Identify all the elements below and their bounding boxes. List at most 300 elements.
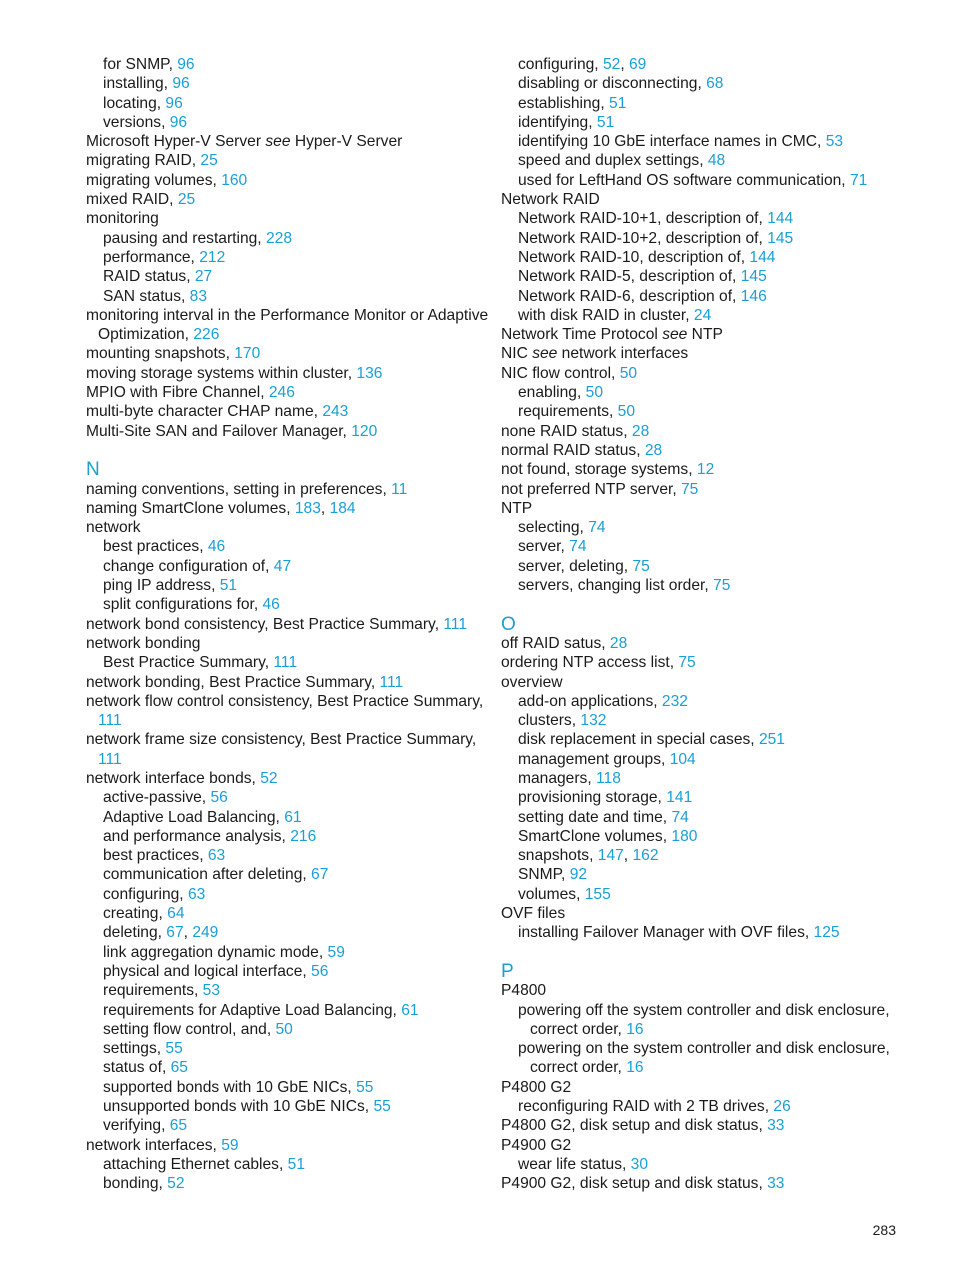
entry-text: network interface bonds, (86, 769, 261, 787)
index-subentry (86, 653, 486, 672)
entry-text: naming conventions, setting in preferences, (86, 480, 392, 498)
section-letter: P (501, 960, 514, 982)
index-entry (501, 634, 901, 653)
entry-text: mounting snapshots, (86, 345, 235, 363)
index-subentry (501, 74, 901, 93)
page-link[interactable]: 25 (200, 152, 218, 170)
page-link[interactable]: 92 (569, 866, 588, 884)
see-reference: see (662, 326, 688, 344)
index-entry (86, 499, 486, 518)
index-entry (501, 1078, 901, 1097)
index-subentry (501, 788, 901, 807)
page-link[interactable]: 145 (740, 268, 767, 286)
index-subentry (501, 537, 901, 556)
index-column-left (86, 55, 489, 1194)
entry-text: Multi-Site SAN and Failover Manager, (86, 422, 352, 440)
entry-text: configuring, (518, 56, 603, 73)
page-link[interactable]: 53 (202, 982, 221, 1000)
index-subentry (501, 518, 901, 537)
entry-text: not found, storage systems, (501, 461, 697, 479)
page-link[interactable]: 243 (322, 403, 349, 421)
index-entry (86, 480, 486, 499)
page-link[interactable]: 155 (584, 885, 611, 903)
page-link[interactable]: 48 (707, 152, 726, 170)
page-link[interactable]: 184 (329, 499, 356, 517)
index-entry (86, 615, 486, 634)
index-subentry (86, 962, 486, 981)
entry-text: verifying, (103, 1117, 170, 1135)
index-subentry (501, 1039, 901, 1058)
page-link[interactable]: 75 (632, 557, 650, 575)
entry-text: not preferred NTP server, (501, 480, 681, 498)
index-entry (501, 499, 901, 518)
page-link[interactable]: 55 (356, 1078, 374, 1096)
index-subentry (86, 537, 486, 556)
page-link[interactable]: 51 (596, 113, 615, 131)
index-subentry (501, 808, 901, 827)
entry-text: network (86, 519, 141, 537)
page-link[interactable]: 75 (680, 480, 699, 498)
page-link[interactable]: 27 (194, 268, 213, 286)
index-subentry (86, 885, 486, 904)
page-link[interactable]: 183 (294, 499, 321, 517)
entry-text: P4800 G2 (501, 1078, 572, 1096)
page-link[interactable]: 228 (265, 229, 293, 247)
entry-text: server, (518, 538, 570, 556)
page-link[interactable]: 141 (666, 789, 693, 807)
entry-text: correct order, (530, 1020, 627, 1038)
index-subentry (501, 287, 901, 306)
index-subentry (501, 209, 901, 228)
index-entry-continuation (86, 325, 486, 344)
entry-text: unsupported bonds with 10 GbE NICs, (103, 1098, 374, 1116)
entry-text: server, deleting, (518, 557, 633, 575)
page-separator: , (623, 847, 633, 865)
index-entry (501, 422, 901, 441)
page-link[interactable]: 96 (169, 113, 188, 131)
page-link[interactable]: 96 (165, 94, 183, 112)
entry-text: Optimization, (98, 326, 194, 344)
page-link[interactable]: 59 (327, 943, 345, 961)
entry-text: installing, (103, 75, 173, 93)
index-subentry (501, 1097, 901, 1116)
page-link[interactable]: 144 (767, 210, 794, 228)
entry-text: versions, (103, 113, 170, 131)
page-link[interactable]: 28 (609, 634, 628, 652)
index-subentry (86, 113, 486, 132)
index-entry (501, 1116, 901, 1135)
index-subentry (86, 74, 486, 93)
index-subentry (501, 557, 901, 576)
page-link[interactable]: 75 (678, 654, 696, 672)
page-link[interactable]: 24 (693, 306, 712, 324)
entry-text: powering off the system controller and disk enclosure, (518, 1001, 890, 1019)
index-entry (86, 769, 486, 788)
page-link[interactable]: 74 (588, 519, 606, 537)
page-link[interactable]: 246 (268, 384, 295, 402)
index-subentry (501, 1155, 901, 1174)
see-target: Hyper-V Server (290, 133, 403, 151)
page-link[interactable]: 96 (172, 75, 190, 93)
entry-text: Network RAID-10+2, description of, (518, 229, 768, 247)
index-entry (86, 171, 486, 190)
page-link[interactable]: 65 (170, 1059, 188, 1077)
page-link[interactable]: 56 (311, 962, 329, 980)
page-link[interactable]: 111 (98, 712, 122, 730)
page-link[interactable]: 75 (713, 577, 731, 595)
index-subentry (501, 94, 901, 113)
index-entry (86, 518, 486, 537)
page-link[interactable]: 111 (443, 615, 468, 633)
index-subentry (501, 55, 901, 74)
page-link[interactable]: 51 (219, 577, 238, 595)
index-entry (86, 132, 486, 151)
index-entry (86, 383, 486, 402)
page-link[interactable]: 63 (207, 847, 226, 865)
page-link[interactable]: 147 (597, 847, 624, 865)
index-subentry (86, 557, 486, 576)
page-link[interactable]: 59 (221, 1136, 239, 1154)
index-entry (501, 981, 901, 1000)
index-entry (501, 653, 901, 672)
page-link[interactable]: 111 (273, 654, 298, 672)
page-number: 283 (872, 1222, 896, 1238)
index-entry (501, 325, 901, 344)
index-subentry (86, 1155, 486, 1174)
page-link[interactable]: 28 (644, 441, 663, 459)
index-subentry (86, 827, 486, 846)
entry-text: multi-byte character CHAP name, (86, 403, 323, 421)
index-entry (86, 306, 489, 325)
page-link[interactable]: 33 (767, 1175, 785, 1193)
page-link[interactable]: 69 (628, 56, 647, 73)
page-link[interactable]: 16 (626, 1020, 644, 1038)
index-entry (86, 151, 486, 170)
entry-text: mixed RAID, (86, 191, 178, 209)
entry-text: identifying 10 GbE interface names in CMC, (518, 133, 826, 151)
page-link[interactable]: 216 (290, 827, 317, 845)
page-link[interactable]: 146 (740, 287, 767, 305)
page-link[interactable]: 47 (273, 557, 292, 575)
entry-text: best practices, (103, 538, 208, 556)
index-subentry (86, 267, 486, 286)
index-entry (501, 460, 901, 479)
index-column-right (501, 55, 901, 1194)
section-letter: O (501, 613, 516, 635)
entry-text: network bonding, Best Practice Summary, (86, 673, 380, 691)
entry-text: network flow control consistency, Best Practice Summary, (86, 692, 484, 710)
page-link[interactable]: 212 (199, 248, 226, 266)
index-subentry (86, 1058, 486, 1077)
index-subentry (501, 750, 901, 769)
page-link[interactable]: 53 (825, 133, 844, 151)
page-link[interactable]: 74 (671, 808, 689, 826)
page-link[interactable]: 33 (767, 1117, 785, 1135)
index-subentry (501, 865, 901, 884)
entry-text: active-passive, (103, 789, 211, 807)
entry-text: volumes, (518, 885, 585, 903)
index-subentry (86, 1097, 486, 1116)
index-entry (86, 364, 486, 383)
entry-text: MPIO with Fibre Channel, (86, 384, 269, 402)
entry-text: identifying, (518, 113, 597, 131)
entry-text: SmartClone volumes, (518, 827, 672, 845)
page-link[interactable]: 232 (661, 692, 688, 710)
entry-text: Adaptive Load Balancing, (103, 808, 285, 826)
page-link[interactable]: 50 (619, 364, 638, 382)
entry-text: reconfiguring RAID with 2 TB drives, (518, 1098, 774, 1116)
index-entry (86, 692, 486, 711)
entry-text: NIC flow control, (501, 364, 620, 382)
entry-text: Network Time Protocol (501, 326, 663, 344)
index-subentry (86, 1116, 486, 1135)
page-link[interactable]: 51 (287, 1155, 306, 1173)
entry-text: migrating volumes, (86, 171, 222, 189)
index-subentry (501, 402, 901, 421)
page-link[interactable]: 55 (165, 1040, 183, 1058)
page-link[interactable]: 50 (275, 1020, 293, 1038)
entry-text: supported bonds with 10 GbE NICs, (103, 1078, 357, 1096)
index-entry (501, 364, 901, 383)
index-subentry (501, 711, 901, 730)
page-link[interactable]: 46 (207, 538, 226, 556)
page-link[interactable]: 52 (602, 56, 621, 73)
entry-text: servers, changing list order, (518, 577, 714, 595)
entry-text: link aggregation dynamic mode, (103, 943, 328, 961)
index-subentry (86, 1078, 486, 1097)
entry-text: change configuration of, (103, 557, 274, 575)
entry-text: disabling or disconnecting, (518, 75, 707, 93)
index-entry (86, 1136, 486, 1155)
index-subentry (86, 1039, 486, 1058)
index-entry (501, 190, 901, 209)
page-link[interactable]: 132 (580, 712, 607, 730)
page-link[interactable]: 160 (221, 171, 248, 189)
index-subentry (86, 229, 486, 248)
entry-text: monitoring interval in the Performance Monitor or Adaptive (86, 306, 489, 324)
entry-text: network interfaces, (86, 1136, 222, 1154)
see-reference: see (265, 133, 291, 151)
index-subentry (86, 846, 486, 865)
entry-text: NIC (501, 345, 533, 363)
entry-text: clusters, (518, 712, 581, 730)
entry-text: management groups, (518, 750, 670, 768)
index-subentry (501, 229, 901, 248)
page-link[interactable]: 145 (767, 229, 794, 247)
index-entry-continuation (86, 711, 486, 730)
entry-text: ordering NTP access list, (501, 654, 679, 672)
entry-text: selecting, (518, 519, 589, 537)
entry-text: off RAID satus, (501, 634, 610, 652)
index-entry-continuation (501, 1020, 901, 1039)
index-subentry (501, 692, 901, 711)
entry-text: locating, (103, 94, 166, 112)
entry-text: configuring, (103, 885, 188, 903)
page-link[interactable]: 104 (669, 750, 696, 768)
page-link[interactable]: 50 (617, 403, 636, 421)
entry-text: Network RAID-10+1, description of, (518, 210, 768, 228)
page-link[interactable]: 56 (210, 789, 228, 807)
entry-text: physical and logical interface, (103, 962, 312, 980)
see-target: network interfaces (557, 345, 689, 363)
entry-text: wear life status, (518, 1155, 631, 1173)
index-subentry (501, 846, 901, 865)
page-link[interactable]: 83 (189, 287, 208, 305)
index-subentry (86, 808, 486, 827)
page-link[interactable]: 136 (356, 364, 383, 382)
entry-text: Network RAID-6, description of, (518, 287, 741, 305)
index-subentry (86, 576, 486, 595)
page-link[interactable]: 28 (631, 422, 650, 440)
entry-text: Network RAID (501, 191, 600, 209)
index-subentry (501, 306, 901, 325)
index-entry (501, 904, 901, 923)
entry-text: requirements, (518, 403, 618, 421)
page-link[interactable]: 120 (351, 422, 378, 440)
entry-text: monitoring (86, 210, 159, 228)
entry-text: powering on the system controller and disk enclosure, (518, 1040, 890, 1058)
entry-text: correct order, (530, 1059, 627, 1077)
entry-text: ping IP address, (103, 577, 220, 595)
page-link[interactable]: 251 (758, 731, 785, 749)
page-link[interactable]: 68 (706, 75, 724, 93)
index-entry (86, 634, 486, 653)
entry-text: speed and duplex settings, (518, 152, 708, 170)
page-link[interactable]: 61 (284, 808, 302, 826)
index-entry (86, 422, 486, 441)
entry-text: disk replacement in special cases, (518, 731, 759, 749)
entry-text: naming SmartClone volumes, (86, 499, 295, 517)
index-subentry (86, 1020, 486, 1039)
page-separator: , (183, 924, 193, 942)
entry-text: creating, (103, 905, 168, 923)
index-subentry (86, 943, 486, 962)
page-link[interactable]: 63 (187, 885, 206, 903)
entry-text: network bonding (86, 634, 201, 652)
entry-text: installing Failover Manager with OVF files, (518, 924, 814, 942)
page-link[interactable]: 25 (177, 191, 196, 209)
entry-text: managers, (518, 769, 597, 787)
page-link[interactable]: 67 (166, 924, 184, 942)
page-link[interactable]: 180 (671, 827, 698, 845)
index-subentry (501, 248, 901, 267)
index-entry (501, 480, 901, 499)
page-link[interactable]: 249 (192, 924, 219, 942)
entry-text: with disk RAID in cluster, (518, 306, 694, 324)
page-link[interactable]: 50 (585, 384, 603, 402)
index-subentry (501, 730, 901, 749)
index-subentry (501, 923, 901, 942)
entry-text: P4800 G2, disk setup and disk status, (501, 1117, 768, 1135)
entry-text: status of, (103, 1059, 171, 1077)
page-link[interactable]: 111 (98, 750, 122, 768)
entry-text: establishing, (518, 94, 610, 112)
page-link[interactable]: 67 (311, 866, 329, 884)
index-subentry (501, 267, 901, 286)
page-link[interactable]: 125 (813, 924, 840, 942)
page-link[interactable]: 55 (373, 1098, 391, 1116)
entry-text: network frame size consistency, Best Practice Summary, (86, 731, 477, 749)
entry-text: and performance analysis, (103, 827, 291, 845)
entry-text: P4900 G2 (501, 1136, 572, 1154)
index-subentry (501, 769, 901, 788)
page-link[interactable]: 52 (260, 769, 278, 787)
index-subentry (501, 383, 901, 402)
entry-text: Best Practice Summary, (103, 654, 274, 672)
page-link[interactable]: 51 (609, 94, 627, 112)
page-link[interactable]: 52 (167, 1175, 185, 1193)
entry-text: migrating RAID, (86, 152, 201, 170)
index-subentry (86, 788, 486, 807)
index-subentry (501, 171, 901, 190)
see-target: NTP (687, 326, 723, 344)
page-link[interactable]: 12 (696, 461, 715, 479)
entry-text: pausing and restarting, (103, 229, 266, 247)
entry-text: for SNMP, (103, 56, 178, 73)
index-subentry (86, 287, 486, 306)
entry-text: communication after deleting, (103, 866, 312, 884)
index-subentry (501, 132, 901, 151)
page-link[interactable]: 170 (234, 345, 261, 363)
page-link[interactable]: 64 (167, 905, 185, 923)
entry-text: Network RAID-10, description of, (518, 248, 750, 266)
entry-text: NTP (501, 499, 533, 517)
index-subentry (501, 885, 901, 904)
entry-text: SAN status, (103, 287, 190, 305)
entry-text: requirements for Adaptive Load Balancing, (103, 1001, 402, 1019)
page-link[interactable]: 96 (177, 56, 195, 73)
index-entry (86, 209, 486, 228)
entry-text: split configurations for, (103, 596, 263, 614)
index-entry (501, 344, 901, 363)
index-subentry (86, 1174, 486, 1193)
index-subentry (86, 923, 486, 942)
entry-text: setting flow control, and, (103, 1020, 276, 1038)
page-link[interactable]: 16 (626, 1059, 644, 1077)
page-link[interactable]: 71 (849, 171, 868, 189)
page-link[interactable]: 111 (379, 673, 404, 691)
page-link[interactable]: 74 (569, 538, 587, 556)
entry-text: none RAID status, (501, 422, 632, 440)
page-link[interactable]: 46 (262, 596, 280, 614)
index-subentry (501, 151, 901, 170)
page-link[interactable]: 30 (630, 1155, 649, 1173)
index-entry (501, 441, 901, 460)
index-entry (86, 402, 486, 421)
page-link[interactable]: 26 (773, 1098, 791, 1116)
page-link[interactable]: 61 (401, 1001, 419, 1019)
page-link[interactable]: 144 (749, 248, 776, 266)
page-link[interactable]: 65 (169, 1117, 188, 1135)
page-link[interactable]: 118 (596, 769, 621, 787)
page-link[interactable]: 162 (632, 847, 659, 865)
index-subentry (86, 55, 486, 74)
entry-text: moving storage systems within cluster, (86, 364, 357, 382)
entry-text: Network RAID-5, description of, (518, 268, 741, 286)
index-entry (86, 673, 486, 692)
entry-text: performance, (103, 248, 200, 266)
index-subentry (86, 248, 486, 267)
entry-text: add-on applications, (518, 692, 662, 710)
page-link[interactable]: 11 (391, 480, 408, 498)
page-link[interactable]: 226 (193, 326, 220, 344)
section-letter: N (86, 459, 100, 481)
entry-text: enabling, (518, 384, 586, 402)
entry-text: P4900 G2, disk setup and disk status, (501, 1175, 768, 1193)
entry-text: OVF files (501, 905, 566, 923)
index-subentry (501, 576, 901, 595)
entry-text: setting date and time, (518, 808, 672, 826)
